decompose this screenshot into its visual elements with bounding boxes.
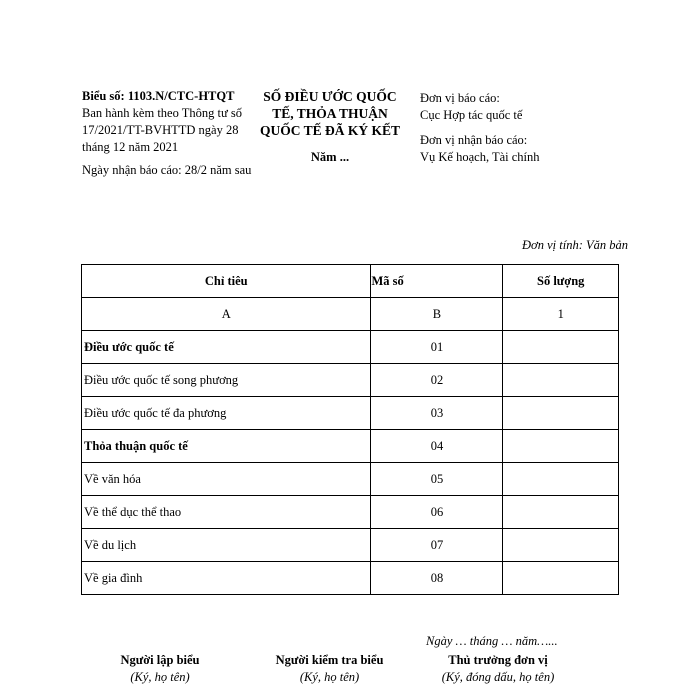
checker-title: Người kiểm tra biểu	[275, 653, 384, 667]
row-label: Về thể dục thể thao	[82, 496, 371, 529]
preparer-note: (Ký, họ tên)	[130, 670, 190, 684]
receiving-unit: Vụ Kế hoạch, Tài chính	[420, 150, 540, 164]
row-label: Về du lịch	[82, 529, 371, 562]
row-code: 03	[371, 397, 503, 430]
table-header-row	[82, 265, 619, 298]
row-quantity[interactable]	[503, 496, 619, 529]
row-code: 01	[371, 331, 503, 364]
preparer-title: Người lập biểu	[120, 653, 200, 667]
signing-date-line: Ngày … tháng … năm…...	[426, 634, 558, 648]
report-year: Năm ...	[310, 150, 350, 164]
table-subheader-row	[82, 298, 619, 331]
row-code: 04	[371, 430, 503, 463]
row-code: 06	[371, 496, 503, 529]
preparer-signature-block	[100, 652, 220, 686]
issued-with-text: Ban hành kèm theo Thông tư số 17/2021/TT-BVHTTD ngày 28 tháng 12 năm 2021	[82, 106, 242, 154]
subheader-b: B	[371, 298, 503, 331]
table-row	[82, 463, 619, 496]
header-quantity: Số lượng	[503, 265, 619, 298]
receiving-unit-label: Đơn vị nhận báo cáo:	[420, 133, 528, 147]
row-code: 02	[371, 364, 503, 397]
header-left-block	[82, 88, 257, 179]
head-title: Thủ trưởng đơn vị	[448, 653, 548, 667]
row-quantity[interactable]	[503, 331, 619, 364]
row-quantity[interactable]	[503, 397, 619, 430]
row-label: Thỏa thuận quốc tế	[82, 430, 371, 463]
row-code: 05	[371, 463, 503, 496]
row-quantity[interactable]	[503, 364, 619, 397]
row-code: 07	[371, 529, 503, 562]
row-quantity[interactable]	[503, 529, 619, 562]
table-row	[82, 562, 619, 595]
row-label: Điều ước quốc tế đa phương	[82, 397, 371, 430]
subheader-1: 1	[503, 298, 619, 331]
header-indicator: Chỉ tiêu	[82, 265, 371, 298]
report-title: SỐ ĐIỀU ƯỚC QUỐC TẾ, THỎA THUẬN QUỐC TẾ ĐÃ KÝ KẾT	[259, 89, 401, 138]
checker-signature-block	[262, 652, 397, 686]
form-code: Biểu số: 1103.N/CTC-HTQT	[82, 89, 235, 103]
row-quantity[interactable]	[503, 463, 619, 496]
row-quantity[interactable]	[503, 430, 619, 463]
table-row	[82, 430, 619, 463]
table-row	[82, 397, 619, 430]
row-quantity[interactable]	[503, 562, 619, 595]
reporting-unit-label: Đơn vị báo cáo:	[420, 91, 500, 105]
checker-note: (Ký, họ tên)	[299, 670, 360, 684]
row-label: Về văn hóa	[82, 463, 371, 496]
table-row	[82, 331, 619, 364]
head-signature-block	[423, 652, 573, 686]
header-center-block	[255, 88, 405, 166]
table-row	[82, 496, 619, 529]
header-code: Mã số	[371, 265, 503, 298]
report-table	[81, 264, 619, 595]
head-note: (Ký, đóng dấu, họ tên)	[441, 670, 555, 684]
row-code: 08	[371, 562, 503, 595]
row-label: Về gia đình	[82, 562, 371, 595]
receive-date-text: Ngày nhận báo cáo: 28/2 năm sau	[82, 163, 252, 177]
reporting-unit: Cục Hợp tác quốc tế	[420, 108, 523, 122]
subheader-a: A	[82, 298, 371, 331]
unit-note: Đơn vị tính: Văn bản	[522, 238, 628, 252]
table-row	[82, 364, 619, 397]
table-row	[82, 529, 619, 562]
header-right-block	[420, 90, 620, 166]
row-label: Điều ước quốc tế	[82, 331, 371, 364]
row-label: Điều ước quốc tế song phương	[82, 364, 371, 397]
